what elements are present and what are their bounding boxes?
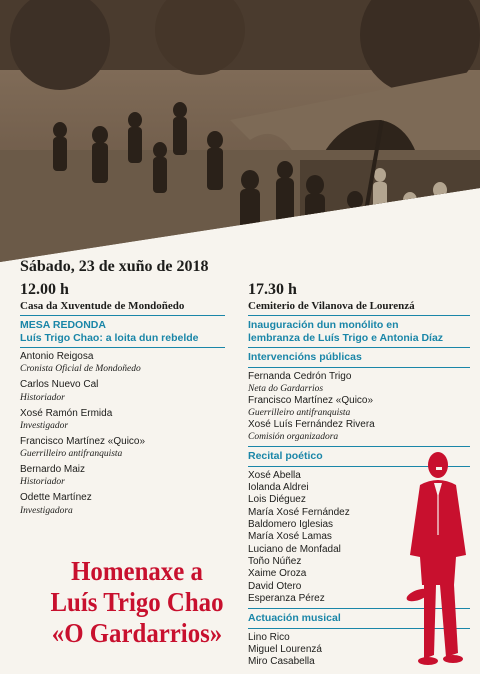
speaker-role: Historiador [20,392,65,403]
speaker-name: Xosé Ramón Ermida [20,407,113,419]
left-column [20,281,225,517]
title-line: Luís Trigo Chao [50,587,224,617]
inauguration-line: lembranza de Luís Trigo e Antonia Díaz [248,331,444,344]
speaker-name: Bernardo Maiz [20,464,86,476]
right-time: 17.30 h [248,281,297,298]
poet-name: Xaime Oroza [248,568,307,580]
musician-name: Lino Rico [248,631,290,643]
divider [248,347,470,348]
music-title: Actuación musical [248,612,341,625]
divider [248,367,470,368]
intervention-name: Fernanda Cedrón Trigo [248,370,352,382]
poet-name: Iolanda Aldrei [248,482,309,494]
round-table-subtitle: Luís Trigo Chao: a loita dun rebelde [20,331,199,344]
event-date: Sábado, 23 de xuño de 2018 [20,258,209,275]
speaker-role: Cronista Oficial de Mondoñedo [20,364,141,375]
intervention [248,371,470,395]
title-line: Homenaxe a [71,556,203,586]
intervention [248,419,470,443]
poet-name: Luciano de Monfadal [248,543,341,555]
recital-title: Recital poético [248,450,323,463]
divider [20,315,225,316]
speaker-name: Carlos Nuevo Cal [20,379,99,391]
speaker-role: Investigadora [20,505,73,516]
divider [248,315,470,316]
man-illustration [398,445,480,669]
right-place: Cemiterio de Vilanova de Lourenzá [248,300,415,312]
poet-name: Toño Núñez [248,555,302,567]
poet-name: Lois Diéguez [248,494,306,506]
musician-name: Miro Casabella [248,656,315,668]
intervention-name: Francisco Martínez «Quico» [248,394,374,406]
speaker [20,408,225,432]
speaker-role: Investigador [20,420,69,431]
speaker [20,436,225,460]
divider [20,347,225,348]
poet-name: Xosé Abella [248,469,301,481]
left-time: 12.00 h [20,281,69,298]
poet-name: Esperanza Pérez [248,592,325,604]
speaker-name: Francisco Martínez «Quico» [20,435,146,447]
interventions-title: Intervencións públicas [248,351,362,363]
left-place: Casa da Xuventude de Mondoñedo [20,300,185,312]
intervention [248,395,470,419]
inauguration-line: Inauguración dun monólito en [248,319,399,331]
speaker-name: Antonio Reigosa [20,351,94,362]
speaker [20,492,225,516]
speaker-role: Historiador [20,477,65,488]
intervention-role: Neta do Gardarrios [248,383,324,394]
event-title [22,556,252,649]
intervention-role: Comisión organizadora [248,432,339,443]
speaker [20,464,225,488]
header-photo [0,0,480,300]
poet-name: David Otero [248,580,302,592]
speaker-list [20,351,225,517]
speaker-name: Odette Martínez [20,492,92,504]
round-table-title: MESA REDONDA [20,319,106,331]
poet-name: María Xosé Fernández [248,506,350,518]
musician-name: Miguel Lourenzá [248,643,322,655]
speaker [20,379,225,403]
poet-name: María Xosé Lamas [248,531,332,543]
speaker-role: Guerrilleiro antifranquista [20,449,123,460]
speaker [20,351,225,375]
poet-name: Baldomero Iglesias [248,519,334,531]
intervention-role: Guerrilleiro antifranquista [248,408,351,419]
intervention-name: Xosé Luís Fernández Rivera [248,419,375,431]
title-line: «O Gardarrios» [51,618,223,648]
